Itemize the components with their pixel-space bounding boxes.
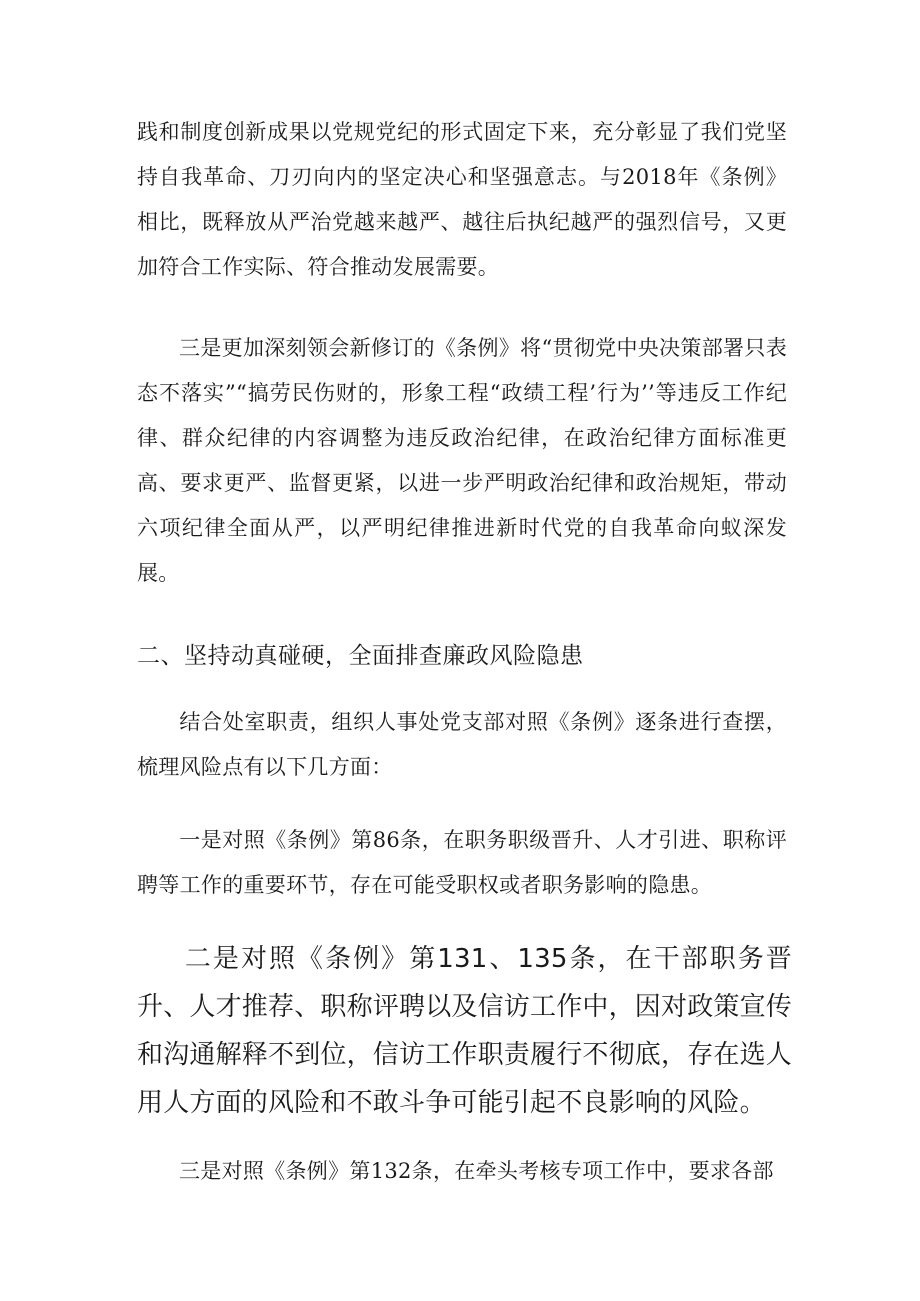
paragraph-6-text: 三是对照《条例》第132条，在牵头考核专项工作中，要求各部 xyxy=(179,1159,774,1183)
paragraph-4-text: 一是对照《条例》第86条，在职务职级晋升、人才引进、职称评聘等工作的重要环节，存在可能受职权或者职务影响的隐患。 xyxy=(137,828,787,897)
paragraph-point-three xyxy=(137,326,787,596)
paragraph-intro xyxy=(137,700,787,790)
paragraph-5-text: 二是对照《条例》第131、135条，在干部职务晋升、人才推荐、职称评聘以及信访工作中，因对政策宣传和沟通解释不到位，信访工作职责履行不彻底，存在选人用人方面的风险和不敢斗争可能引起不良影响的风险。 xyxy=(137,944,793,1118)
paragraph-risk-one xyxy=(137,818,787,908)
paragraph-risk-two xyxy=(137,935,792,1127)
paragraph-continuation xyxy=(137,110,787,290)
paragraph-3-text: 结合处室职责，组织人事处党支部对照《条例》逐条进行查摆，梳理风险点有以下几方面： xyxy=(137,710,787,779)
section-heading: 二、坚持动真碰硬，全面排查廉政风险隐患 xyxy=(137,643,584,669)
paragraph-risk-three xyxy=(137,1149,787,1194)
paragraph-1-text: 践和制度创新成果以党规党纪的形式固定下来，充分彰显了我们党坚持自我革命、刀刃向内的坚定决心和坚强意志。与2018年《条例》相比，既释放从严治党越来越严、越往后执纪越严的强烈信号，又更加符合工作实际、符合推动发展需要。 xyxy=(137,120,787,279)
paragraph-2-text: 三是更加深刻领会新修订的《条例》将“贯彻党中央决策部署只表态不落实”“搞劳民伤财的，形象工程“政绩工程’行为’’等违反工作纪律、群众纪律的内容调整为违反政治纪律，在政治纪律方面标准更高、要求更严、监督更紧，以进一步严明政治纪律和政治规矩，带动六项纪律全面从严，以严明纪律推进新时代党的自我革命向蚁深发展。 xyxy=(137,336,787,585)
